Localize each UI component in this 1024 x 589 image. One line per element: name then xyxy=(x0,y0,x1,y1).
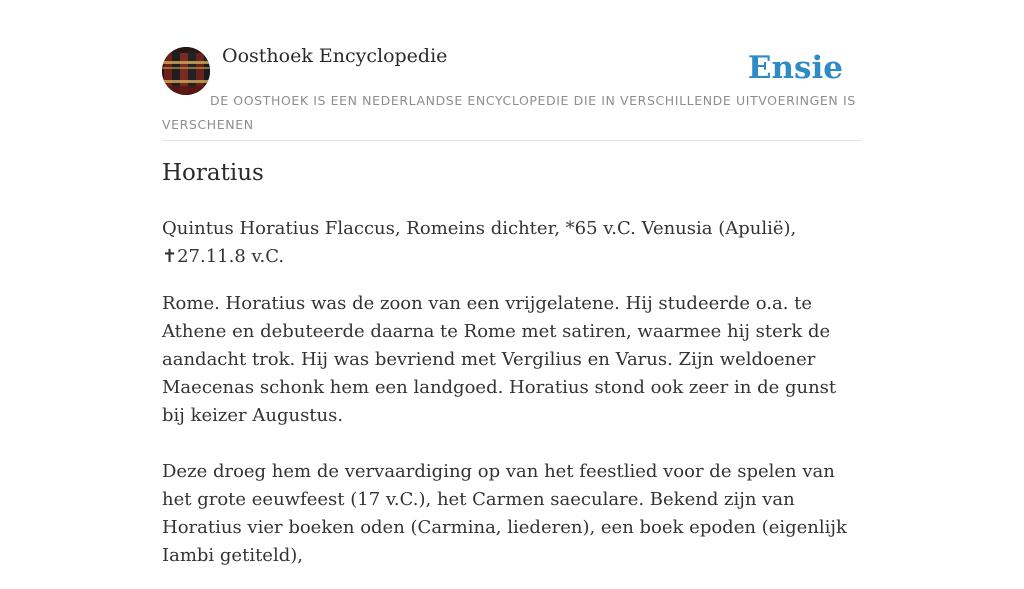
site-tagline: DE OOSTHOEK IS EEN NEDERLANDSE ENCYCLOPEDIE DIE IN VERSCHILLENDE UITVOERINGEN IS VERSCHENEN xyxy=(162,93,856,132)
article-title: Horatius xyxy=(162,160,264,186)
book-spines-avatar-icon[interactable] xyxy=(162,47,210,95)
site-header xyxy=(162,0,862,141)
ensie-brand-logo[interactable]: Ensie xyxy=(747,50,843,86)
page-container xyxy=(162,0,862,566)
article-paragraph-biography: Rome. Horatius was de zoon van een vrijgelatene. Hij studeerde o.a. te Athene en debuteerde daarna te Rome met satiren, waarmee hij sterk de aandacht trok. Hij was bevriend met Vergilius en Varus. Zijn weldoener Maecenas schonk hem een landgoed. Horatius stond ook zeer in de gunst bij keizer Augustus. xyxy=(162,293,837,426)
article-body xyxy=(162,215,862,589)
site-title-link[interactable]: Oosthoek Encyclopedie xyxy=(222,45,448,67)
article-paragraph-intro: Quintus Horatius Flaccus, Romeins dichter, *65 v.C. Venusia (Apulië), ✝27.11.8 v.C. xyxy=(162,218,797,267)
book-spines-graphic xyxy=(162,47,210,95)
article-paragraph-works: Deze droeg hem de vervaardiging op van het feestlied voor de spelen van het grote eeuwfeest (17 v.C.), het Carmen saeculare. Bekend zijn van Horatius vier boeken oden (Carmina, liederen), een boek epoden (eigenlijk Iambi getiteld), xyxy=(162,461,847,566)
